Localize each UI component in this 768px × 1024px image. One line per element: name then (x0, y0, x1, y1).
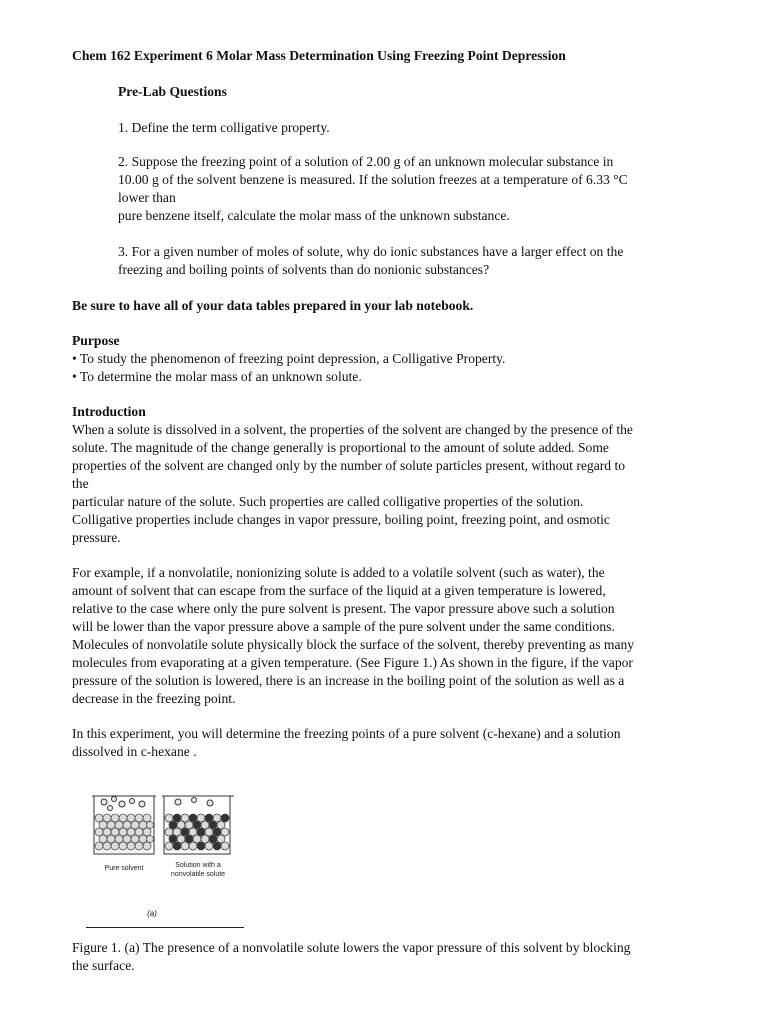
paragraph-line: properties of the solvent are changed only by the number of solute particles present, without regard to (72, 458, 626, 473)
question-3-line: 3. For a given number of moles of solute, why do ionic substances have a larger effect on the (118, 244, 624, 259)
paragraph-line: molecules from evaporating at a given temperature. (See Figure 1.) As shown in the figure, if the vapor (72, 655, 633, 670)
question-2-line: pure benzene itself, calculate the molar mass of the unknown substance. (118, 208, 510, 223)
pure-solvent-beaker (92, 796, 156, 854)
figure-1-illustration (86, 770, 246, 930)
solution-beaker (162, 796, 234, 854)
question-2-line: 10.00 g of the solvent benzene is measured. If the solution freezes at a temperature of 6.33 °C (118, 172, 628, 187)
purpose-item: • To determine the molar mass of an unknown solute. (72, 369, 362, 384)
question-2-line: 2. Suppose the freezing point of a solution of 2.00 g of an unknown molecular substance in (118, 154, 614, 169)
paragraph-line: amount of solvent that can escape from the surface of the liquid at a given temperature is lowered, (72, 583, 606, 598)
introduction-paragraph-1 (72, 421, 702, 547)
caption-line: Figure 1. (a) The presence of a nonvolatile solute lowers the vapor pressure of this solvent by blocking (72, 940, 631, 955)
figure-rule (86, 927, 244, 928)
question-2-line: lower than (118, 190, 176, 205)
paragraph-line: When a solute is dissolved in a solvent, the properties of the solvent are changed by the presence of the (72, 422, 633, 437)
caption-line: the surface. (72, 958, 135, 973)
question-3 (118, 243, 704, 279)
question-2 (118, 153, 704, 225)
paragraph-line: dissolved in c-hexane . (72, 744, 197, 759)
paragraph-line: decrease in the freezing point. (72, 691, 236, 706)
purpose-item: • To study the phenomenon of freezing point depression, a Colligative Property. (72, 351, 506, 366)
document-title: Chem 162 Experiment 6 Molar Mass Determination Using Freezing Point Depression (72, 48, 566, 63)
notebook-notice: Be sure to have all of your data tables prepared in your lab notebook. (72, 298, 474, 313)
paragraph-line: the (72, 476, 89, 491)
paragraph-line: In this experiment, you will determine the freezing points of a pure solvent (c-hexane) and a solution (72, 726, 621, 741)
paragraph-line: Molecules of nonvolatile solute physically block the surface of the solvent, thereby preventing as many (72, 637, 635, 652)
paragraph-line: pressure. (72, 530, 121, 545)
question-1: 1. Define the term colligative property. (118, 120, 330, 135)
paragraph-line: Colligative properties include changes in vapor pressure, boiling point, freezing point, and osmotic (72, 512, 610, 527)
introduction-heading: Introduction (72, 404, 146, 419)
paragraph-line: solute. The magnitude of the change generally is proportional to the amount of solute added. Some (72, 440, 609, 455)
figure-panel-label: (a) (147, 909, 157, 918)
paragraph-line: For example, if a nonvolatile, nonionizing solute is added to a volatile solvent (such as water), the (72, 565, 605, 580)
paragraph-line: will be lower than the vapor pressure above a sample of the pure solvent under the same conditions. (72, 619, 615, 634)
figure-label-solution-1: Solution with a (175, 862, 221, 869)
figure-label-pure-solvent: Pure solvent (104, 865, 144, 872)
purpose-heading: Purpose (72, 333, 120, 348)
introduction-paragraph-3 (72, 725, 702, 761)
paragraph-line: relative to the case where only the pure solvent is present. The vapor pressure above such a solution (72, 601, 615, 616)
question-3-line: freezing and boiling points of solvents than do nonionic substances? (118, 262, 490, 277)
paragraph-line: pressure of the solution is lowered, there is an increase in the boiling point of the solution as well as a (72, 673, 625, 688)
figure-1-caption (72, 939, 702, 975)
purpose-list (72, 350, 702, 386)
introduction-paragraph-2 (72, 564, 702, 708)
prelab-heading: Pre-Lab Questions (118, 84, 227, 99)
paragraph-line: particular nature of the solute. Such properties are called colligative properties of the solution. (72, 494, 584, 509)
figure-label-solution-2: nonvolatile solute (170, 871, 226, 878)
